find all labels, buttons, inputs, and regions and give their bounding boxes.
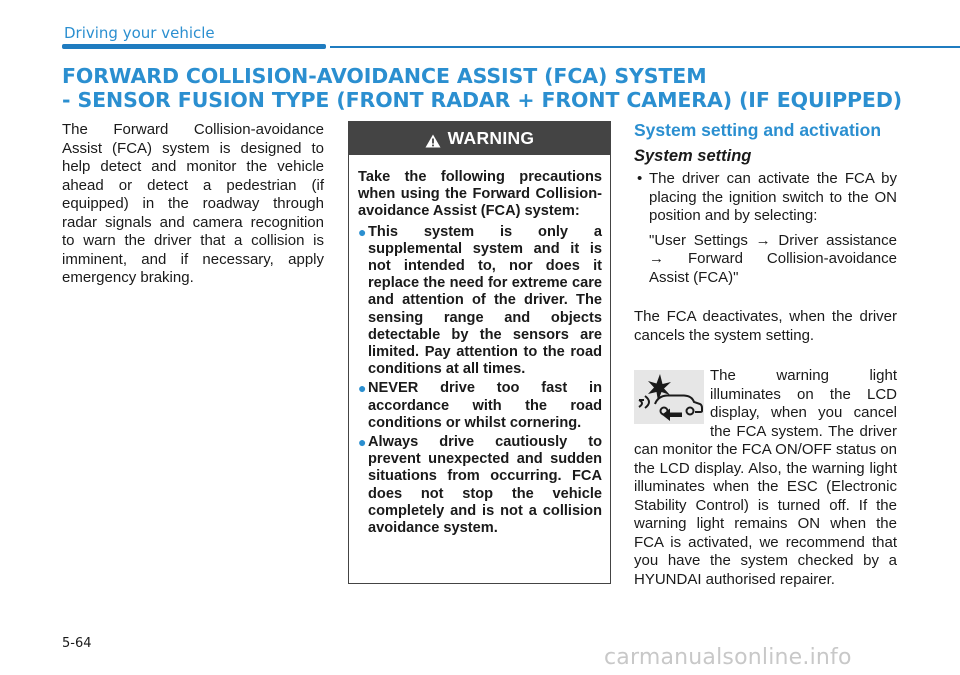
header-rule-thin xyxy=(330,46,960,48)
warning-item: ● This system is only a supplemental system and it is not intended to, nor does it replace the need for extreme care and attention of the driver. The sensing range and objects detectable by the sensors are limited. Pay attention to the road conditions at all times. xyxy=(358,223,602,378)
warning-list xyxy=(358,224,602,538)
intro-paragraph: The Forward Collision-avoidance Assist (FCA) system is designed to help detect and monitor the vehicle ahead or detect a pedestrian (if equipped) in the roadway through radar signals and camera recognition to warn the driver that a collision is imminent, and if necessary, apply emergency braking. xyxy=(62,121,324,286)
warning-light-paragraph: The warning light illuminates on the LCD display, when you cancel the FCA system. The driver can monitor the FCA ON/OFF status on the LCD display. Also, the warning light illuminates when the ESC (Electronic Stability Control) is turned off. If the warning light remains ON when the FCA is activated, we recommend that you have the system checked by a HYUNDAI authorised repairer. xyxy=(634,367,897,588)
warning-body xyxy=(349,155,610,537)
section-label: Driving your vehicle xyxy=(64,24,215,42)
watermark: carmanualsonline.info xyxy=(604,645,852,670)
page-title xyxy=(62,64,942,112)
warning-label: WARNING xyxy=(447,128,535,148)
warning-item: ● NEVER drive too fast in accordance with the road conditions or whilst cornering. xyxy=(358,380,602,431)
warning-item: ● Always drive cautiously to prevent unexpected and sudden situations from occurring. FCA does not stop the vehicle completely and is not a collision avoidance system. xyxy=(358,434,602,537)
warning-header xyxy=(349,122,610,155)
warning-box xyxy=(348,121,611,584)
warning-intro: Take the following precautions when using the Forward Collision-avoidance Assist (FCA) system: xyxy=(358,169,602,220)
page-number: 5-64 xyxy=(62,636,92,651)
settings-path: "User Settings → Driver assistance → Forward Collision-avoidance Assist (FCA)" xyxy=(649,231,897,286)
fca-warning-light-icon xyxy=(634,370,704,424)
warning-triangle-icon xyxy=(425,132,441,146)
deactivate-paragraph: The FCA deactivates, when the driver cancels the system setting. xyxy=(634,308,897,344)
header-rule-thick xyxy=(62,44,326,49)
title-line-2: - SENSOR FUSION TYPE (FRONT RADAR + FRONT CAMERA) (IF EQUIPPED) xyxy=(62,88,903,112)
settings-heading: System setting and activation xyxy=(634,120,882,140)
settings-bullet: • The driver can activate the FCA by placing the ignition switch to the ON position and by selecting: xyxy=(637,170,897,224)
settings-subheading: System setting xyxy=(634,147,752,165)
title-line-1: FORWARD COLLISION-AVOIDANCE ASSIST (FCA) SYSTEM xyxy=(62,64,707,88)
settings-column xyxy=(634,120,897,589)
